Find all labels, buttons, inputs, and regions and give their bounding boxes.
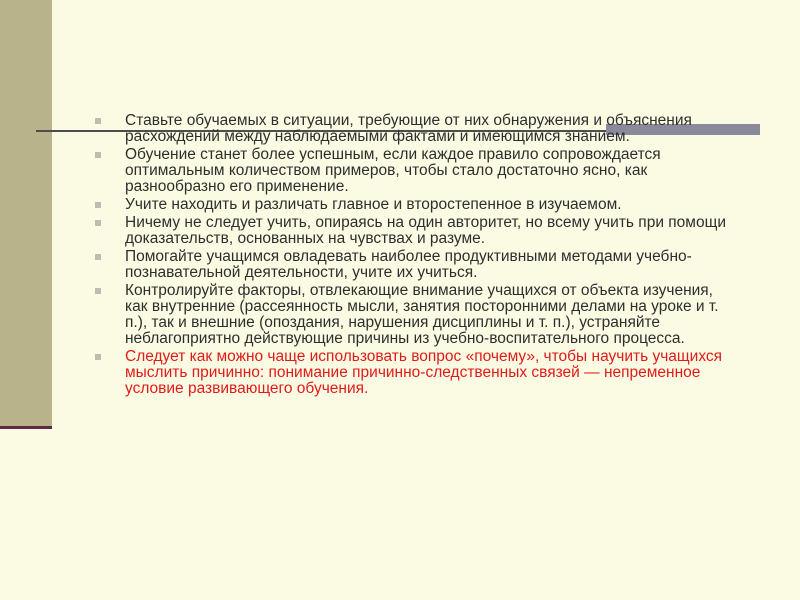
bullet-item-highlight	[95, 349, 735, 397]
bullet-item	[95, 197, 735, 213]
square-bullet-icon	[95, 254, 101, 260]
square-bullet-icon	[95, 220, 101, 226]
square-bullet-icon	[95, 152, 101, 158]
bullet-text: Следует как можно чаще использовать вопрос «почему», чтобы научить учащихся мыслить причинно: понимание причинно-следственных связей — непременное условие развивающего обучения.	[125, 348, 723, 397]
bullet-text: Помогайте учащимся овладевать наиболее продуктивными методами учебно-познавательной деятельности, учите их учиться.	[125, 248, 692, 281]
square-bullet-icon	[95, 288, 101, 294]
square-bullet-icon	[95, 354, 101, 360]
bullet-list	[95, 113, 735, 399]
bullet-item	[95, 113, 735, 145]
bullet-text: Ничему не следует учить, опираясь на один авторитет, но всему учить при помощи доказательств, основанных на чувствах и разуме.	[125, 214, 726, 247]
square-bullet-icon	[95, 202, 101, 208]
square-bullet-icon	[95, 118, 101, 124]
bullet-text: Обучение станет более успешным, если каждое правило сопровождается оптимальным количеством примеров, чтобы стало достаточно ясно, как разнообразно его применение.	[125, 146, 661, 195]
bullet-text: Учите находить и различать главное и второстепенное в изучаемом.	[125, 196, 622, 213]
bullet-item	[95, 249, 735, 281]
bullet-item	[95, 147, 735, 195]
bullet-text: Контролируйте факторы, отвлекающие внимание учащихся от объекта изучения, как внутренние (рассеянность мысли, занятия посторонними делами на уроке и т. п.), так и внешние (опоздания, нарушения дисциплины и т. п.), устраняйте неблагоприятно действующие причины из учебно-воспитательного процесса.	[125, 282, 719, 347]
bullet-item	[95, 283, 735, 347]
left-decor-line	[0, 426, 52, 429]
bullet-item	[95, 215, 735, 247]
left-decor-band	[0, 0, 52, 428]
bullet-text: Ставьте обучаемых в ситуации, требующие от них обнаружения и объяснения расхождений между наблюдаемыми фактами и имеющимся знанием.	[125, 112, 692, 145]
